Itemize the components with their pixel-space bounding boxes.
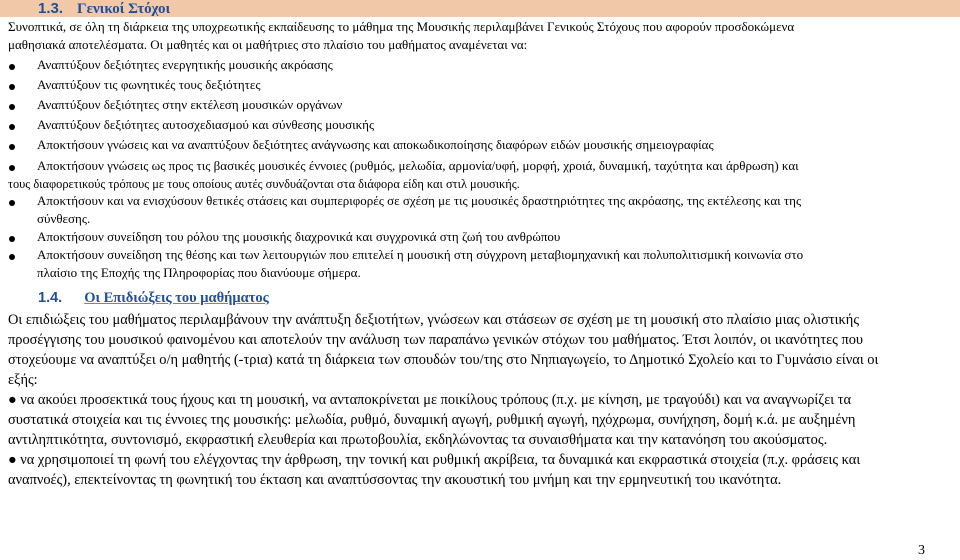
section-title: Γενικοί Στόχοι (77, 1, 171, 17)
section-title: Οι Επιδιώξεις του μαθήματος (84, 290, 269, 306)
paragraph-line: αντιληπτικότητα, συντονισμό, εκφραστική ελευθερία και πρωτοβουλία, εκδηλώνοντας τα συναισθήματα και την κατανόηση του ακούσματος. (8, 432, 828, 448)
section-number: 1.4. (38, 290, 63, 306)
list-item: Αναπτύξουν τις φωνητικές τους δεξιότητες (37, 77, 261, 92)
list-item: Αποκτήσουν συνείδηση του ρόλου της μουσικής διαχρονικά και συγχρονικά στη ζωή του ανθρώπου (37, 229, 561, 244)
list-item: Αποκτήσουν γνώσεις ως προς τις βασικές μουσικές έννοιες (ρυθμός, μελωδία, αρμονία/υφή, μορφή, χροιά, δυναμική, ταχύτητα και άρθρωση) και (37, 158, 799, 173)
bullet-dot (9, 165, 15, 171)
paragraph-line: συστατικά στοιχεία και τις έννοιες της μουσικής: μελωδία, ρυθμό, δυναμική αγωγή, ρυθμική αγωγή, ηχόχρωμα, συνήχηση, δομή κ.ά. με αυξημένη (8, 412, 856, 428)
list-item: Αποκτήσουν και να ενισχύσουν θετικές στάσεις και συμπεριφορές σε σχέση με τις μουσικές δραστηριότητες της ακρόασης, της εκτέλεσης και της (37, 193, 802, 208)
list-item-continuation: τους διαφορετικούς τρόπους με τους οποίους αυτές συνδυάζονται στα διάφορα είδη και στιλ μουσικής. (8, 177, 520, 191)
section-heading-1-3 (38, 0, 170, 18)
page-number: 3 (918, 543, 925, 558)
list-item-continuation: σύνθεσης. (37, 211, 91, 226)
section-heading-1-4 (38, 290, 269, 307)
paragraph-line: ● να ακούει προσεκτικά τους ήχους και τη μουσική, να ανταποκρίνεται με ποικίλους τρόπους (π.χ. με κίνηση, με τραγούδι) και να αναγνωρίζει τα (8, 392, 852, 408)
list-item: Αναπτύξουν δεξιότητες στην εκτέλεση μουσικών οργάνων (37, 97, 343, 112)
bullet-dot (9, 254, 15, 260)
bullet-dot (9, 200, 15, 206)
paragraph-line: προσέγγισης του μουσικού φαινομένου και αποτελούν την ανάλυση των παραπάνω γενικών στόχων του μαθήματος. Έτσι λοιπόν, οι ικανότητες που (8, 332, 864, 348)
list-item: Αναπτύξουν δεξιότητες ενεργητικής μουσικής ακρόασης (37, 57, 333, 72)
bullet-dot (9, 144, 15, 150)
paragraph-line: εξής: (8, 372, 38, 388)
list-item: Αποκτήσουν γνώσεις και να αναπτύξουν δεξιότητες ανάγνωσης και αποκωδικοποίησης διαφόρων ειδών μουσικής σημειογραφίας (37, 137, 714, 152)
bullet-dot (9, 236, 15, 242)
paragraph-line: Οι επιδιώξεις του μαθήματος περιλαμβάνουν την ανάπτυξη δεξιοτήτων, γνώσεων και στάσεων σε σχέση με τη μουσική στο πλαίσιο μιας ολιστικής (8, 312, 860, 328)
bullet-dot (9, 64, 15, 70)
intro-line-1: Συνοπτικά, σε όλη τη διάρκεια της υποχρεωτικής εκπαίδευσης το μάθημα της Μουσικής περιλαμβάνει Γενικούς Στόχους που αφορούν προσδοκώμενα (8, 19, 795, 34)
section-number: 1.3. (38, 0, 64, 17)
intro-line-2: μαθησιακά αποτελέσματα. Οι μαθητές και οι μαθήτριες στο πλαίσιο του μαθήματος αναμένεται να: (8, 37, 528, 52)
bullet-dot (9, 84, 15, 90)
paragraph-line: ● να χρησιμοποιεί τη φωνή του ελέγχοντας την άρθρωση, την τονική και ρυθμική ακρίβεια, τα δυναμικά και εκφραστικά στοιχεία (π.χ. φράσεις και (8, 452, 861, 468)
bullet-dot (9, 104, 15, 110)
bullet-dot (9, 124, 15, 130)
list-item: Αποκτήσουν συνείδηση της θέσης και των λειτουργιών που επιτελεί η μουσική στη σύγχρονη μεταβιομηχανική και πολυπολιτισμική κοινωνία στο (37, 247, 804, 262)
paragraph-line: στοχεύουμε να αναπτύξει ο/η μαθητής (-τρια) κατά τη διάρκεια των σπουδών του/της στο Νηπιαγωγείο, το Δημοτικό Σχολείο και το Γυμνάσιο είναι οι (8, 352, 879, 368)
list-item: Αναπτύξουν δεξιότητες αυτοσχεδιασμού και σύνθεσης μουσικής (37, 117, 375, 132)
paragraph-line: αναπνοές), επεκτείνοντας τη φωνητική του έκταση και αναπτύσσοντας την ακουστική του μνήμη και την ερμηνευτική του ικανότητα. (8, 472, 782, 488)
list-item-continuation: πλαίσιο της Εποχής της Πληροφορίας που διανύουμε σήμερα. (37, 265, 361, 280)
